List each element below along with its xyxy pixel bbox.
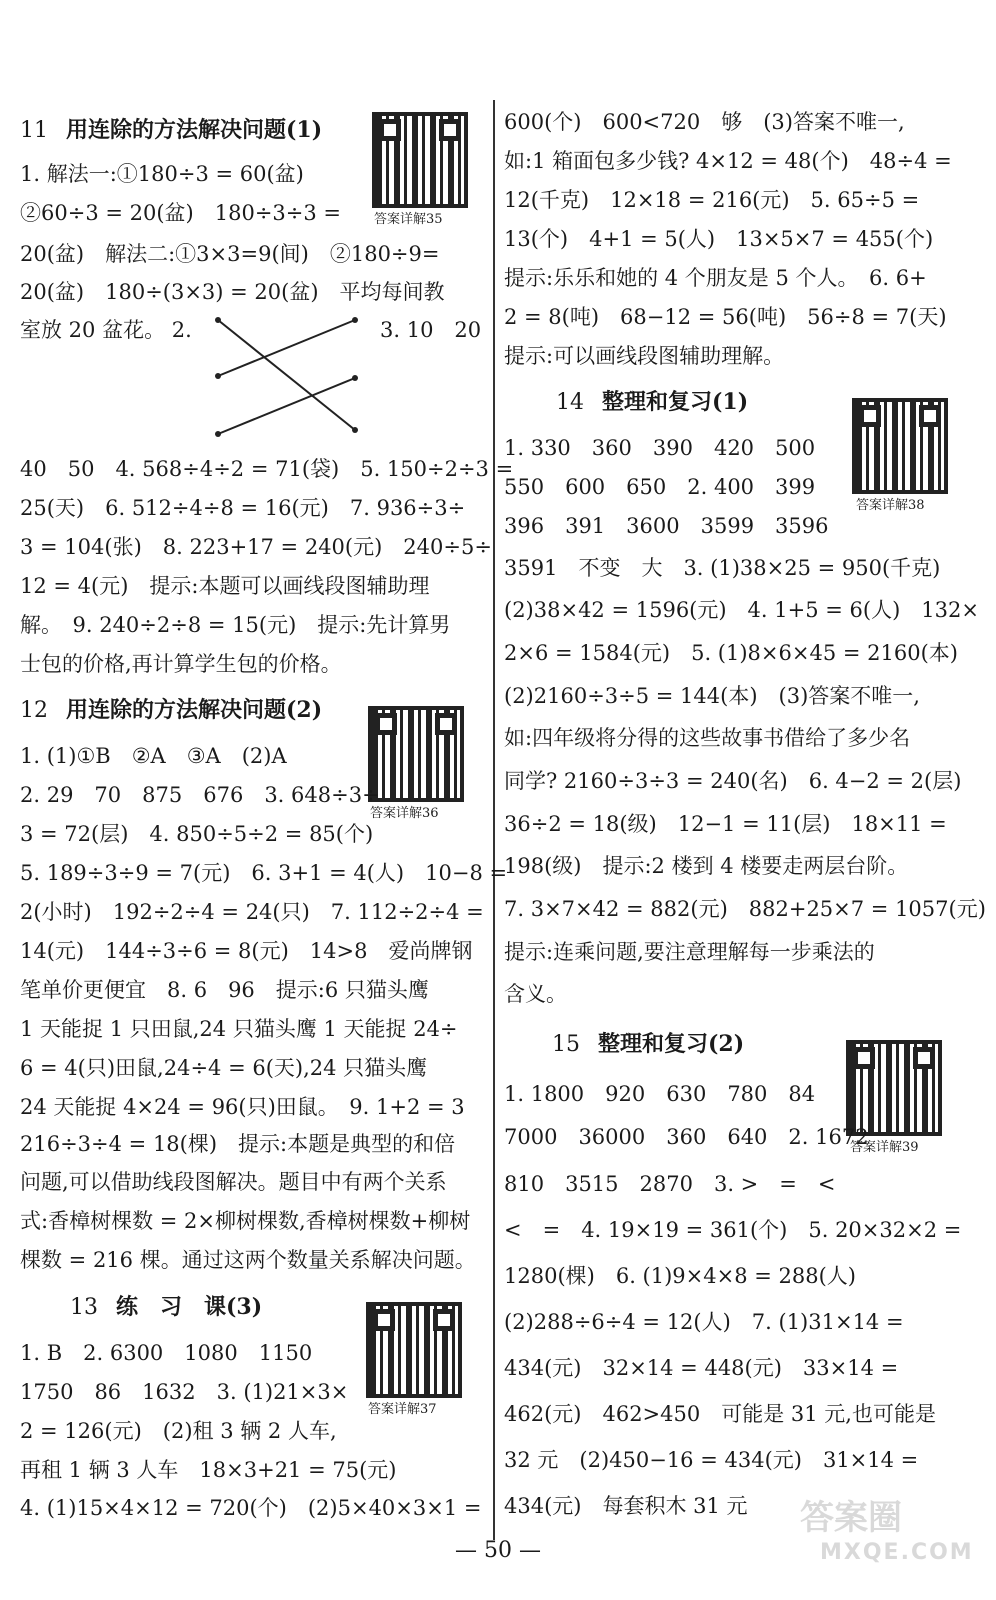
section-number: 12	[20, 698, 48, 723]
answer-line: 25(天) 6. 512÷4÷8 = 16(元) 7. 936÷3÷	[20, 496, 466, 520]
section-number: 11	[20, 118, 48, 143]
answer-line: 5. 189÷3÷9 = 7(元) 6. 3+1 = 4(人) 10−8 =	[20, 861, 508, 885]
answer-line: 12 = 4(元) 提示:本题可以画线段图辅助理	[20, 574, 430, 598]
answer-line: 216÷3÷4 = 18(棵) 提示:本题是典型的和倍	[20, 1132, 456, 1156]
qr-code-icon[interactable]	[368, 706, 464, 802]
answer-line: 士包的价格,再计算学生包的价格。	[20, 652, 342, 676]
answer-line: 462(元) 462>450 可能是 31 元,也可能是	[504, 1402, 936, 1426]
answer-line: 2. 29 70 875 676 3. 648÷3÷	[20, 783, 380, 807]
match-line	[218, 320, 355, 430]
section-13-header	[70, 1293, 262, 1322]
answer-line: 如:1 箱面包多少钱? 4×12 = 48(个) 48÷4 =	[504, 149, 952, 173]
answer-line: 提示:乐乐和她的 4 个朋友是 5 个人。 6. 6+	[504, 266, 927, 290]
answer-line: 434(元) 每套积木 31 元	[504, 1494, 748, 1518]
match-line	[218, 378, 355, 434]
section-12-header	[20, 696, 322, 725]
section-number: 14	[556, 390, 584, 415]
qr-caption: 答案详解35	[374, 212, 443, 227]
answer-line: 1. (1)①B ②A ③A (2)A	[20, 744, 287, 768]
answer-line: 提示:连乘问题,要注意理解每一步乘法的	[504, 940, 875, 964]
answer-line: 1750 86 1632 3. (1)21×3×	[20, 1380, 349, 1404]
answer-line: 提示:可以画线段图辅助理解。	[504, 344, 785, 368]
answer-line: 含义。	[504, 982, 567, 1006]
answer-line: 1. 解法一:①180÷3 = 60(盆)	[20, 162, 304, 186]
section-14-header	[556, 388, 748, 417]
answer-line: 3. 10 20	[380, 318, 482, 342]
column-divider	[493, 100, 495, 1540]
answer-line: 3 = 72(层) 4. 850÷5÷2 = 85(个)	[20, 822, 374, 846]
watermark-logo: 答案圈	[800, 1498, 902, 1538]
match-dot	[352, 375, 358, 381]
answer-line: 600(个) 600<720 够 (3)答案不唯一,	[504, 110, 905, 134]
section-title: 整理和复习(1)	[602, 389, 749, 415]
answer-line: 如:四年级将分得的这些故事书借给了多少名	[504, 726, 911, 750]
answer-line: 1. 1800 920 630 780 84	[504, 1082, 816, 1106]
answer-line: 1280(棵) 6. (1)9×4×8 = 288(人)	[504, 1264, 856, 1288]
answer-line: 434(元) 32×14 = 448(元) 33×14 =	[504, 1356, 899, 1380]
answer-line: 550 600 650 2. 400 399	[504, 475, 816, 499]
watermark-url: MXQE.COM	[820, 1540, 974, 1565]
qr-code-icon[interactable]	[852, 398, 948, 494]
match-dot	[215, 317, 221, 323]
matching-lines-diagram	[210, 310, 370, 440]
answer-line: 棵数 = 216 棵。通过这两个数量关系解决问题。	[20, 1248, 476, 1272]
section-15-header	[552, 1030, 744, 1059]
match-line	[218, 320, 355, 376]
answer-line: 810 3515 2870 3. > = <	[504, 1172, 836, 1196]
answer-line: (2)38×42 = 1596(元) 4. 1+5 = 6(人) 132×	[504, 598, 979, 622]
section-title: 用连除的方法解决问题(1)	[66, 117, 323, 143]
match-dot	[215, 431, 221, 437]
section-title: 用连除的方法解决问题(2)	[66, 697, 323, 723]
answer-line: 问题,可以借助线段图解决。题目中有两个关系	[20, 1170, 447, 1194]
answer-line: 同学? 2160÷3÷3 = 240(名) 6. 4−2 = 2(层)	[504, 769, 962, 793]
answer-line: < = 4. 19×19 = 361(个) 5. 20×32×2 =	[504, 1218, 962, 1242]
answer-line: 13(个) 4+1 = 5(人) 13×5×7 = 455(个)	[504, 227, 934, 251]
answer-line: 2 = 8(吨) 68−12 = 56(吨) 56÷8 = 7(天)	[504, 305, 947, 329]
answer-line: 1. B 2. 6300 1080 1150	[20, 1341, 313, 1365]
answer-line: 式:香樟树棵数 = 2×柳树棵数,香樟树棵数+柳树	[20, 1209, 471, 1233]
answer-line: 2(小时) 192÷2÷4 = 24(只) 7. 112÷2÷4 =	[20, 900, 484, 924]
section-number: 15	[552, 1032, 580, 1057]
answer-line: 笔单价更便宜 8. 6 96 提示:6 只猫头鹰	[20, 978, 429, 1002]
answer-line: 36÷2 = 18(级) 12−1 = 11(层) 18×11 =	[504, 812, 947, 836]
answer-line: 20(盆) 180÷(3×3) = 20(盆) 平均每间教	[20, 280, 445, 304]
answer-line: 解。 9. 240÷2÷8 = 15(元) 提示:先计算男	[20, 613, 451, 637]
answer-line: 14(元) 144÷3÷6 = 8(元) 14>8 爱尚牌钢	[20, 939, 473, 963]
page-number: — 50 —	[455, 1538, 541, 1563]
answer-line: 再租 1 辆 3 人车 18×3+21 = 75(元)	[20, 1458, 397, 1482]
match-dot	[352, 427, 358, 433]
qr-caption: 答案详解37	[368, 1402, 437, 1417]
answer-line: (2)288÷6÷4 = 12(人) 7. (1)31×14 =	[504, 1310, 904, 1334]
answer-line: 3591 不变 大 3. (1)38×25 = 950(千克)	[504, 556, 941, 580]
section-number: 13	[70, 1295, 98, 1320]
answer-line: 32 元 (2)450−16 = 434(元) 31×14 =	[504, 1448, 919, 1472]
qr-code-icon[interactable]	[372, 112, 468, 208]
answer-line: 7. 3×7×42 = 882(元) 882+25×7 = 1057(元)	[504, 897, 986, 921]
section-title: 练 习 课(3)	[116, 1294, 263, 1320]
section-title: 整理和复习(2)	[598, 1031, 745, 1057]
answer-line: 7000 36000 360 640 2. 1672	[504, 1125, 869, 1149]
answer-line: 1. 330 360 390 420 500	[504, 436, 816, 460]
answer-line: 24 天能捉 4×24 = 96(只)田鼠。 9. 1+2 = 3	[20, 1095, 465, 1119]
section-11-header	[20, 116, 322, 145]
qr-caption: 答案详解36	[370, 806, 439, 821]
qr-code-icon[interactable]	[846, 1040, 942, 1136]
answer-line: 40 50 4. 568÷4÷2 = 71(袋) 5. 150÷2÷3 =	[20, 457, 514, 481]
answer-line: 3 = 104(张) 8. 223+17 = 240(元) 240÷5÷	[20, 535, 492, 559]
match-dot	[215, 373, 221, 379]
answer-line: 1 天能捉 1 只田鼠,24 只猫头鹰 1 天能捉 24÷	[20, 1017, 458, 1041]
answer-line: (2)2160÷3÷5 = 144(本) (3)答案不唯一,	[504, 684, 920, 708]
answer-line: 396 391 3600 3599 3596	[504, 514, 829, 538]
answer-line: 20(盆) 解法二:①3×3=9(间) ②180÷9=	[20, 242, 440, 266]
answer-line: 2×6 = 1584(元) 5. (1)8×6×45 = 2160(本)	[504, 641, 958, 665]
answer-line: 2 = 126(元) (2)租 3 辆 2 人车,	[20, 1419, 337, 1443]
answer-line: 12(千克) 12×18 = 216(元) 5. 65÷5 =	[504, 188, 920, 212]
answer-line: 6 = 4(只)田鼠,24÷4 = 6(天),24 只猫头鹰	[20, 1056, 428, 1080]
match-dot	[352, 317, 358, 323]
qr-code-icon[interactable]	[366, 1302, 462, 1398]
qr-caption: 答案详解38	[856, 498, 925, 513]
qr-caption: 答案详解39	[850, 1140, 919, 1155]
answer-line: 4. (1)15×4×12 = 720(个) (2)5×40×3×1 =	[20, 1496, 482, 1520]
answer-line: 室放 20 盆花。 2.	[20, 318, 192, 342]
answer-line: 198(级) 提示:2 楼到 4 楼要走两层台阶。	[504, 854, 909, 878]
answer-line: ②60÷3 = 20(盆) 180÷3÷3 =	[20, 201, 341, 225]
